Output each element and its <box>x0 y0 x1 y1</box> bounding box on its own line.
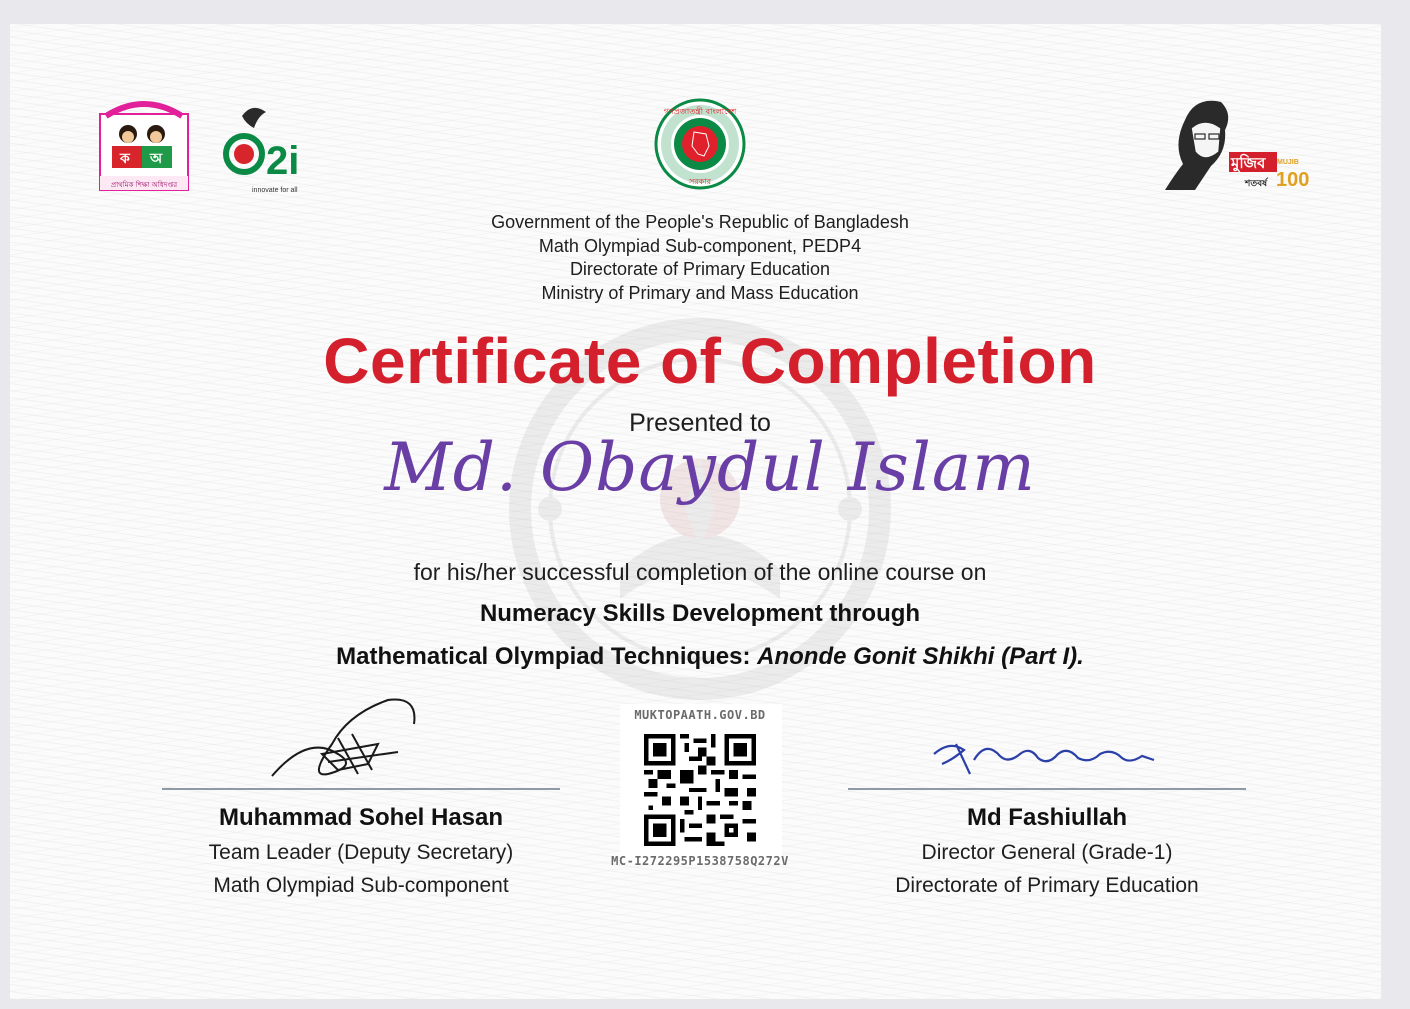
course-title-prefix: Mathematical Olympiad Techniques: <box>336 643 758 670</box>
svg-text:অ: অ <box>150 151 163 167</box>
right-signer-role <box>848 836 1246 902</box>
left-signer-name: Muhammad Sohel Hasan <box>218 804 504 831</box>
presented-to-label: Presented to <box>629 409 771 437</box>
right-signer-title: Director General (Grade-1) <box>921 841 1173 864</box>
svg-text:100: 100 <box>1276 169 1310 191</box>
issuer-header <box>400 211 1000 305</box>
certificate-title: Certificate of Completion <box>323 325 1097 397</box>
svg-text:ক: ক <box>120 151 130 167</box>
svg-text:2i: 2i <box>266 139 300 183</box>
svg-text:MUJIB: MUJIB <box>1277 159 1299 166</box>
header-line-government: Government of the People's Republic of Bangladesh <box>491 212 909 232</box>
government-seal-icon <box>654 98 746 190</box>
header-line-ministry: Ministry of Primary and Mass Education <box>541 282 859 303</box>
course-title-italic: Anonde Gonit Shikhi (Part I). <box>757 643 1084 670</box>
course-title-line2 <box>210 643 1210 671</box>
course-title-line1: Numeracy Skills Development through <box>479 600 921 627</box>
left-signature-line <box>162 788 560 790</box>
right-signature-line <box>848 788 1246 790</box>
svg-text:innovate for all: innovate for all <box>252 187 298 194</box>
recipient-name: Md. Obaydul Islam <box>384 429 1036 506</box>
right-signer-department: Directorate of Primary Education <box>895 874 1199 897</box>
svg-text:মুজিব: মুজিব <box>1231 154 1266 172</box>
certificate-paper <box>10 24 1381 999</box>
svg-text:সরকার: সরকার <box>688 177 712 186</box>
svg-text:গণপ্রজাতন্ত্রী বাংলাদেশ: গণপ্রজাতন্ত্রী বাংলাদেশ <box>663 107 737 116</box>
header-line-subcomponent: Math Olympiad Sub-component, PEDP4 <box>538 235 862 256</box>
verification-domain: MUKTOPAATH.GOV.BD <box>634 708 766 722</box>
svg-text:প্রাথমিক শিক্ষা অধিদপ্তর: প্রাথমিক শিক্ষা অধিদপ্তর <box>110 181 178 189</box>
right-signature-icon <box>930 730 1160 780</box>
completion-statement: for his/her successful completion of the online course on <box>413 559 987 585</box>
left-signer-role <box>162 836 560 902</box>
left-signer-title: Team Leader (Deputy Secretary) <box>208 841 514 864</box>
svg-text:শতবর্ষ: শতবর্ষ <box>1245 179 1268 189</box>
dpe-logo-icon <box>98 94 190 192</box>
mujib-100-logo-icon <box>1165 94 1310 194</box>
header-line-directorate: Directorate of Primary Education <box>569 259 831 279</box>
qr-code-icon[interactable] <box>644 734 756 846</box>
a2i-logo-icon <box>222 102 314 194</box>
left-signature-icon <box>268 694 428 786</box>
right-signer-name: Md Fashiullah <box>966 804 1127 831</box>
verification-code: MC-I272295P1538758Q272V <box>611 854 789 868</box>
left-signer-department: Math Olympiad Sub-component <box>213 874 509 897</box>
